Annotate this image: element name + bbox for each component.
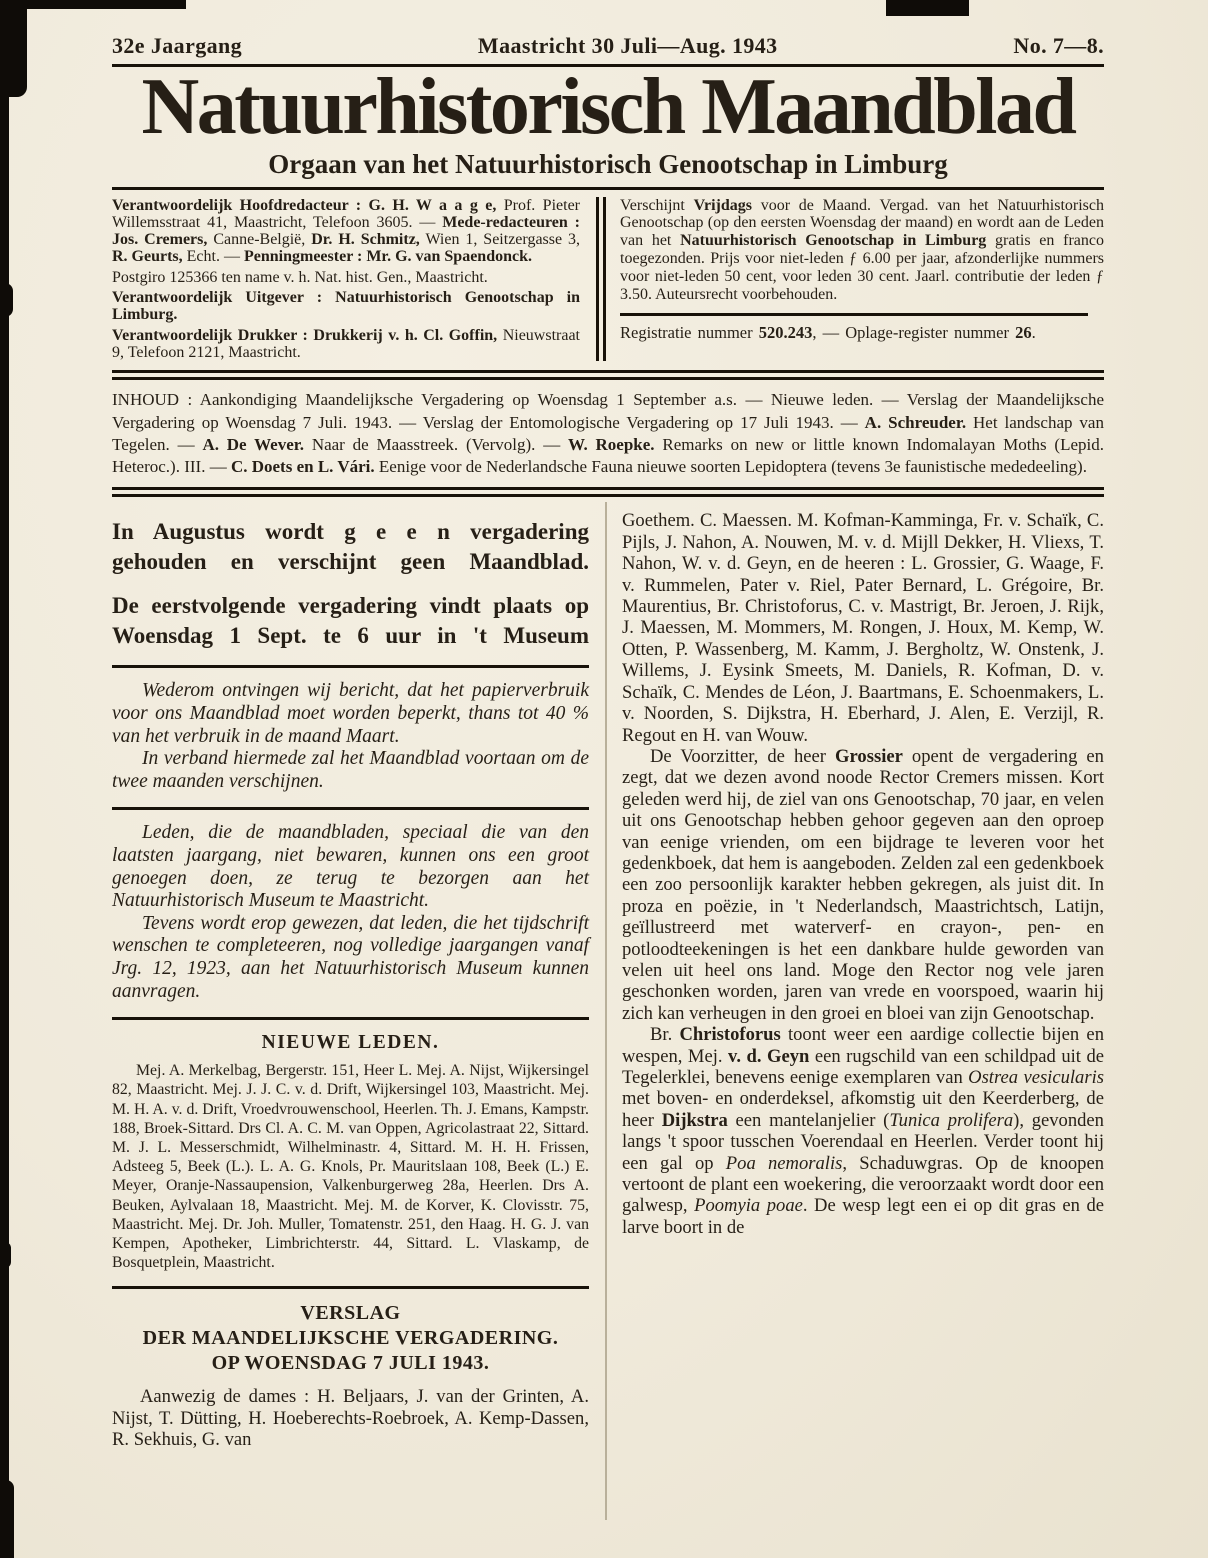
right-column <box>622 510 1104 1495</box>
back-issues-notice: Tevens wordt erop gewezen, dat leden, die het tijdschrift wenschen te completeeren, nog volledige jaargangen vanaf Jrg. 12, 1923, aan het Natuurhistorisch Museum kunnen aanvragen. <box>112 912 589 1002</box>
meeting-report-heading-line1: VERSLAG <box>300 1302 401 1325</box>
scan-edge-blob <box>0 1242 11 1268</box>
column-divider <box>589 510 622 1495</box>
return-issues-notice: Leden, die de maandbladen, speciaal die van den laatsten jaargang, niet bewaren, kunnen ons een groot genoegen doen, ze terug te bezorgen aan het Natuurhistorisch Museum te Maastricht. <box>112 822 589 912</box>
meeting-report-heading-line2: DER MAANDELIJKSCHE VERGADERING. <box>142 1327 559 1350</box>
vertical-double-rule <box>596 197 606 362</box>
attendees-continued-paragraph: Goethem. C. Maessen. M. Kofman-Kamminga, Fr. v. Schaïk, C. Pijls, J. Nahon, A. Nouwen, M. v. d. Mijll Dekker, H. Vliexs, T. Nahon, W. v. d. Geyn, en de heeren : L. Grossier, G. Waage, F. v. Rummelen, Pater v. Riel, Pater Bernard, L. Grégoire, Br. Maurentius, Br. Christoforus, C. v. Mastrigt, Br. Jeroen, J. Rijk, J. Maessen, M. Mommers, M. Rongen, J. Houx, M. Kemp, W. Otten, P. Wassenberg, M. Kamm, J. Bergholtz, W. Onstenk, J. Willems, J. Eysink Smeets, M. Daniels, R. Kofman, D. v. Schaïk, C. Mendes de Léon, J. Baartmans, E. Schoenmakers, L. v. Noorden, S. Dijkstra, H. Eberhard, J. Alen, E. Verzijl, R. Regout en H. van Wouw. <box>622 510 1104 746</box>
journal-title: Natuurhistorisch Maandblad <box>141 63 1075 151</box>
section-rule <box>112 1017 589 1020</box>
chairman-speech-paragraph: De Voorzitter, de heer Grossier opent de vergadering en zegt, dat we dezen avond noode Rector Cremers missen. Kort geleden werd hij, de ziel van ons Genootschap, 70 jaar, en velen uit ons Genootschap hebben gehoor gegeven aan den oproep van eenige vrienden, om een bijdrage te leveren voor het gedenkboek, dat hem is aangeboden. Zelden zal een gedenkboek een zoo persoonlijk karakter hebben gekregen, als juist dit. In proza en poëzie, in 't Nederlandsch, Maastrichtsch, Latijn, geïllustreerd met waterverf- en crayon-, pen- en potloodteekeningen is het een dankbare hulde geworden van velen uit heel ons land. Moge den Rector nog vele jaren geschonken worden, jaren van vrede en voorspoed, waarin hij zich kan verheugen in den groei en bloei van zijn Genootschap. <box>622 745 1104 1024</box>
masthead-top-rule <box>112 187 1104 190</box>
bimonthly-publication-notice: In verband hiermede zal het Maandblad voortaan om de twee maanden verschijnen. <box>112 748 589 792</box>
section-rule <box>112 665 589 668</box>
publication-info-text: Verschijnt Vrijdags voor de Maand. Vergad. van het Natuurhistorisch Genootschap (op den eersten Woensdag der maand) en wordt aan de Leden van het Natuurhistorisch Genootschap in Limburg gratis en franco toegezonden. Prijs voor niet-leden ƒ 6.00 per jaar, afzonderlijke nummers voor niet-leden 50 cent, voor leden 30 cent. Jaarl. contributie der leden ƒ 3.50. Auteursrecht voorbehouden. <box>620 196 1105 303</box>
journal-subtitle: Orgaan van het Natuurhistorisch Genootschap in Limburg <box>268 148 948 179</box>
section-rule <box>112 807 589 810</box>
scan-edge-left <box>0 0 9 1558</box>
exhibits-paragraph: Br. Christoforus toont weer een aardige collectie bijen en wespen, Mej. v. d. Geyn een rugschild van een schildpad uit de Tegelerklei, benevens eenige exemplaren van Ostrea vesicularis met boven- en onderdeksel, afkomstig uit den Keerderberg, de heer Dijkstra een mantelanjelier (Tunica prolifera), gevonden langs 't spoor tusschen Voerendaal en Heerlen. Verder toont hij een gal op Poa nemoralis, Schaduwgras. Op de knoopen vertoont de plant een woekering, die veroorzaakt wordt door een galwesp, Poomyia poae. De wesp legt een ei op dit gras en de larve boort in de <box>622 1024 1105 1238</box>
scan-edge-top-left-corner <box>0 0 27 97</box>
attendees-paragraph: Aanwezig de dames : H. Beljaars, J. van der Grinten, A. Nijst, T. Dütting, H. Hoeberechts-Roebroek, A. Kemp-Dassen, R. Sekhuis, G. van <box>112 1386 589 1451</box>
left-column <box>112 510 589 1495</box>
meeting-report-heading-line3: OP WOENSDAG 7 JULI 1943. <box>211 1352 490 1375</box>
issue-info-row <box>112 0 1104 59</box>
registration-line: Registratie nummer 520.243, — Oplage-register nummer 26. <box>620 323 1036 343</box>
table-of-contents: INHOUD : Aankondiging Maandelijksche Vergadering op Woensdag 1 September a.s. — Nieuwe leden. — Verslag der Maandelijksche Vergadering op Woensdag 7 Juli. 1943. — Verslag der Entomologische Vergadering op 17 Juli 1943. — A. Schreuder. Het landschap van Tegelen. — A. De Wever. Naar de Maasstreek. (Vervolg). — W. Roepke. Remarks on new or little known Indomalayan Moths (Lepid. Heteroc.). III. — C. Doets en L. Vári. Eenige voor de Nederlandsche Fauna nieuwe soorten Lepidoptera (tevens 3e faunistische mededeeling). <box>112 390 1104 477</box>
postgiro-line: Postgiro 125366 ten name v. h. Nat. hist. Gen., Maastricht. <box>112 268 488 286</box>
masthead-bottom-rule <box>112 370 1104 380</box>
editorial-staff-text: Verantwoordelijk Hoofdredacteur : G. H. W a a g e, Prof. Pieter Willemsstraat 41, Maastricht, Telefoon 3605. — Mede-redacteuren : Jos. Cremers, Canne-België, Dr. H. Schmitz, Wien 1, Seitzergasse 3, R. Geurts, Echt. — Penningmeester : Mr. G. van Spaendonck. <box>112 196 581 266</box>
publisher-line: Verantwoordelijk Uitgever : Natuurhistorisch Genootschap in Limburg. <box>112 289 580 324</box>
new-members-heading: NIEUWE LEDEN. <box>261 1032 440 1054</box>
contents-bottom-rule <box>112 487 1104 497</box>
volume-label: 32e Jaargang <box>112 33 243 58</box>
issue-number: No. 7—8. <box>1013 33 1104 58</box>
colophon-publication-block <box>620 197 1104 362</box>
colophon <box>112 197 1104 362</box>
next-meeting-notice: De eerstvolgende vergadering vindt plaats op Woensdag 1 Sept. te 6 uur in 't Museum <box>112 593 589 649</box>
page-content <box>112 0 1104 1495</box>
paper-restriction-notice: Wederom ontvingen wij bericht, dat het papierverbruik voor ons Maandblad moet worden beperkt, thans tot 40 % van het verbruik in de maand Maart. <box>112 680 589 747</box>
scan-edge-blob <box>0 1480 14 1558</box>
scan-edge-blob <box>0 283 13 317</box>
article-body <box>112 510 1104 1495</box>
date-label: Maastricht 30 Juli—Aug. 1943 <box>477 33 778 58</box>
august-no-meeting-notice: In Augustus wordt g e e n vergadering gehouden en verschijnt geen Maandblad. <box>112 519 589 575</box>
section-rule <box>112 1286 589 1289</box>
printer-line: Verantwoordelijk Drukker : Drukkerij v. h. Cl. Goffin, Nieuwstraat 9, Telefoon 2121, Maastricht. <box>112 326 580 361</box>
new-members-list: Mej. A. Merkelbag, Bergerstr. 151, Heer L. Mej. A. Nijst, Wijkersingel 82, Maastricht. Mej. J. J. C. v. d. Drift, Wijkersingel 103, Maastricht. Mej. M. H. A. v. d. Drift, Vroedvrouwenschool, Heerlen. Th. J. Emans, Kampstr. 188, Broek-Sittard. Drs Cl. A. C. M. van Oppen, Agricolastraat 22, Sittard. M. J. L. Messerschmidt, Wilhelminastr. 4, Sittard. M. H. H. Frissen, Adsteeg 5, Beek (L.). L. A. G. Knols, Pr. Mauritslaan 108, Beek (L.) E. Meyer, Oranje-Nassaupension, Valkenburgerweg 28a, Heerlen. Drs A. Beuken, Aylvalaan 18, Maastricht. Mej. M. de Korver, K. Clovisstr. 75, Maastricht. Mej. Dr. Joh. Muller, Tomatenstr. 251, den Haag. H. G. J. van Kempen, Apotheker, Limbrichterstr. 44, Sittard. L. Vlaskamp, de Bosquetplein, Maastricht. <box>112 1062 589 1272</box>
meeting-report-heading <box>112 1301 589 1376</box>
colophon-editorial-block <box>112 197 580 362</box>
registration-rule <box>620 313 1088 316</box>
